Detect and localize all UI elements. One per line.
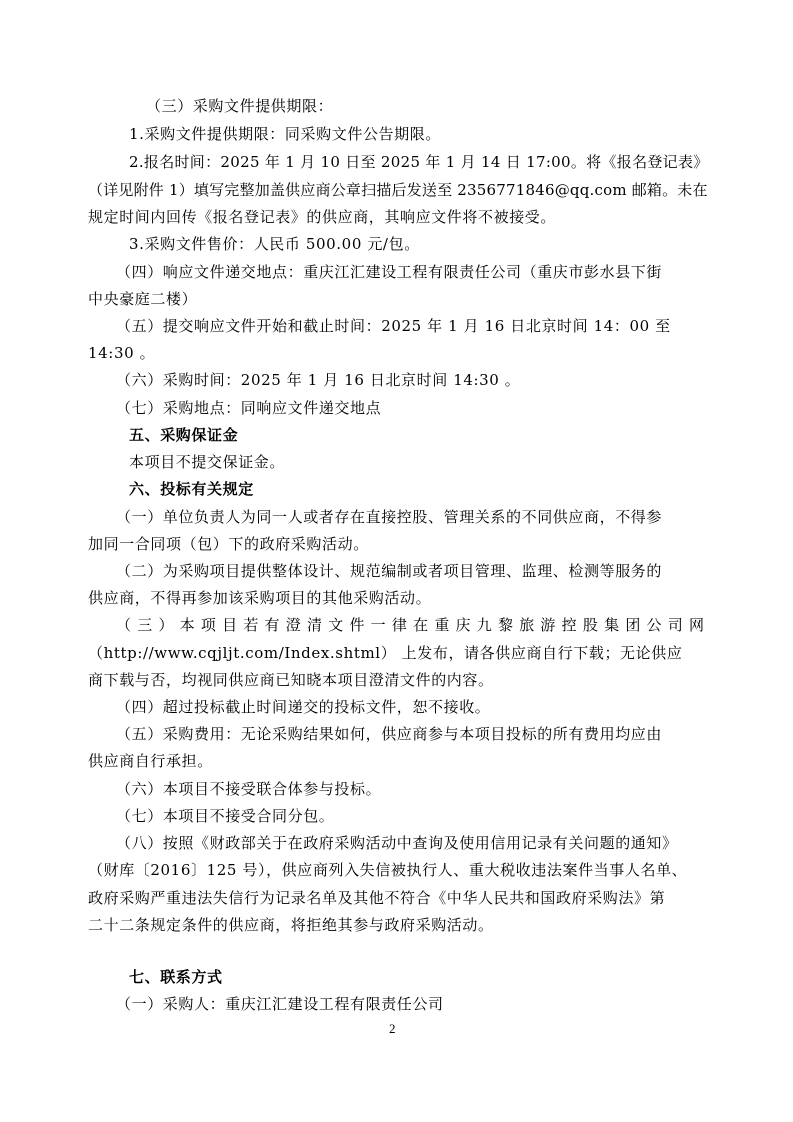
body-text-line: 供应商自行承担。 — [88, 752, 213, 770]
body-text-line: 中央豪庭二楼） — [88, 290, 198, 308]
section-heading: 七、联系方式 — [129, 968, 223, 986]
section-heading: 六、投标有关规定 — [129, 480, 254, 498]
body-text-line: 加同一合同项（包）下的政府采购活动。 — [88, 535, 369, 553]
body-text-line: （四）响应文件递交地点：重庆江汇建设工程有限责任公司（重庆市彭水县下街 — [116, 263, 663, 281]
body-text-line: （三）本项目若有澄清文件一律在重庆九黎旅游控股集团公司网 — [116, 616, 704, 634]
body-text-line: 14:30 。 — [88, 344, 156, 362]
body-text-line: （六）采购时间：2025 年 1 月 16 日北京时间 14:30 。 — [116, 371, 521, 389]
body-text-line: 3.采购文件售价：人民币 500.00 元/包。 — [129, 235, 420, 253]
body-text-line: （五）提交响应文件开始和截止时间：2025 年 1 月 16 日北京时间 14：00 至 — [116, 317, 671, 335]
body-text-line: 商下载与否，均视同供应商已知晓本项目澄清文件的内容。 — [88, 671, 494, 689]
body-text-line: （三）采购文件提供期限： — [146, 97, 334, 115]
body-text-line: （八）按照《财政部关于在政府采购活动中查询及使用信用记录有关问题的通知》 — [116, 834, 678, 852]
body-text-line: （四）超过投标截止时间递交的投标文件，恕不接收。 — [116, 698, 491, 716]
body-text-line: （六）本项目不接受联合体参与投标。 — [116, 780, 382, 798]
body-text-line: （七）采购地点：同响应文件递交地点 — [116, 399, 382, 417]
body-text-line: 1.采购文件提供期限：同采购文件公告期限。 — [129, 125, 441, 143]
body-text-line: （二）为采购项目提供整体设计、规范编制或者项目管理、监理、检测等服务的 — [116, 562, 663, 580]
body-text-line: （一）采购人：重庆江汇建设工程有限责任公司 — [116, 995, 444, 1013]
page-number: 2 — [389, 1021, 396, 1036]
body-text-line: （详见附件 1）填写完整加盖供应商公章扫描后发送至 2356771846@qq.com 邮箱。未在 — [88, 181, 708, 199]
body-text-line: （财库〔2016〕125 号），供应商列入失信被执行人、重大税收违法案件当事人名单、 — [88, 861, 688, 879]
body-text-line: 规定时间内回传《报名登记表》的供应商，其响应文件将不被接受。 — [88, 208, 557, 226]
body-text-line: （七）本项目不接受合同分包。 — [116, 807, 335, 825]
body-text-line: 政府采购严重违法失信行为记录名单及其他不符合《中华人民共和国政府采购法》第 — [88, 889, 666, 907]
body-text-line: 2.报名时间：2025 年 1 月 10 日至 2025 年 1 月 14 日 17:00。将《报名登记表》 — [129, 153, 709, 171]
body-text-line: 供应商，不得再参加该采购项目的其他采购活动。 — [88, 589, 432, 607]
body-text-line: （http://www.cqjljt.com/Index.shtml） 上发布，请各供应商自行下载；无论供应 — [88, 644, 683, 662]
body-text-line: （一）单位负责人为同一人或者存在直接控股、管理关系的不同供应商，不得参 — [116, 508, 663, 526]
body-text-line: （五）采购费用：无论采购结果如何，供应商参与本项目投标的所有费用均应由 — [116, 725, 663, 743]
section-heading: 五、采购保证金 — [129, 426, 239, 444]
body-text-line: 二十二条规定条件的供应商，将拒绝其参与政府采购活动。 — [88, 916, 494, 934]
body-text-line: 本项目不提交保证金。 — [129, 453, 286, 471]
